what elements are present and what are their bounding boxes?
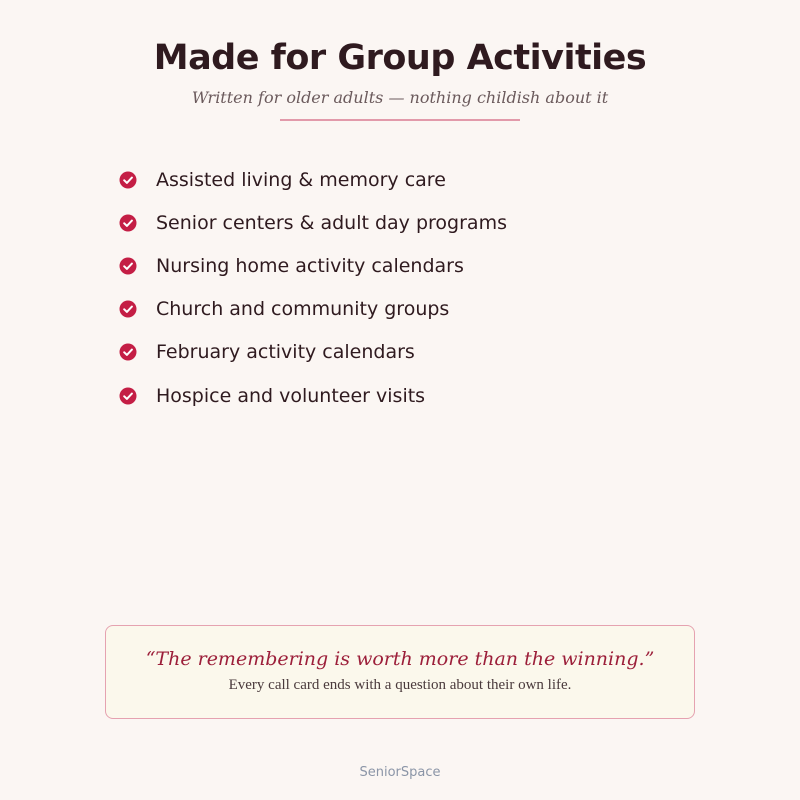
brand-name: SeniorSpace — [359, 765, 441, 780]
check-circle-icon — [119, 343, 137, 361]
check-circle-icon — [119, 300, 137, 318]
feature-label: Hospice and volunteer visits — [156, 384, 426, 407]
list-item — [119, 158, 719, 201]
feature-label: February activity calendars — [156, 341, 415, 364]
list-item — [119, 331, 719, 374]
list-item — [119, 288, 719, 331]
check-circle-icon — [119, 171, 137, 189]
check-circle-icon — [119, 214, 137, 232]
feature-label: Assisted living & memory care — [156, 168, 446, 191]
title-divider — [280, 119, 520, 121]
feature-label: Church and community groups — [156, 298, 450, 321]
quote-caption: Every call card ends with a question about their own life. — [228, 677, 572, 693]
quote-card — [105, 625, 695, 719]
check-circle-icon — [119, 257, 137, 275]
feature-label: Senior centers & adult day programs — [156, 211, 507, 234]
list-item — [119, 374, 719, 417]
quote-text: “The remembering is worth more than the winning.” — [145, 648, 655, 670]
page-title: Made for Group Activities — [153, 38, 647, 78]
page-subtitle: Written for older adults — nothing childish about it — [191, 88, 609, 107]
list-item — [119, 201, 719, 244]
check-circle-icon — [119, 387, 137, 405]
list-item — [119, 244, 719, 287]
feature-list — [119, 158, 719, 417]
feature-label: Nursing home activity calendars — [156, 254, 464, 277]
